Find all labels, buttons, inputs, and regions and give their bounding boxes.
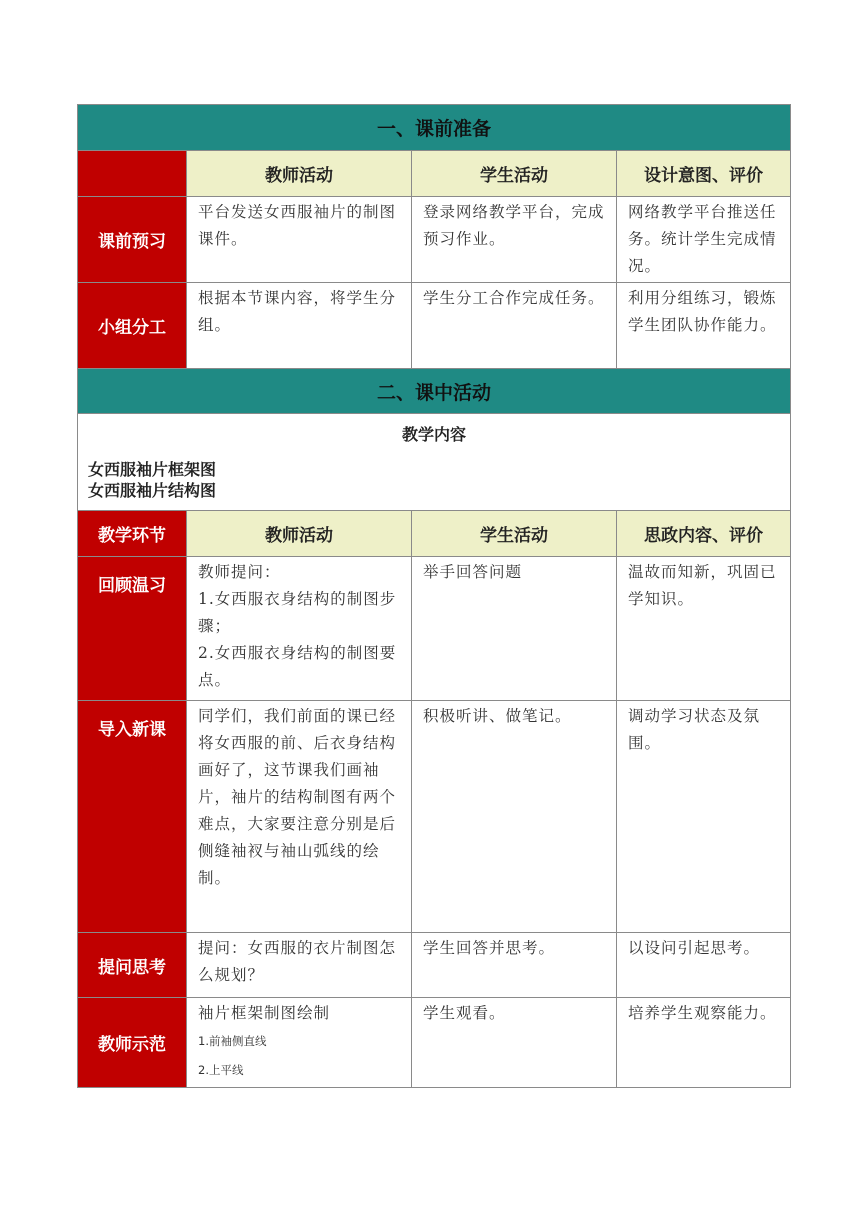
cell-text: 同学们，我们前面的课已经将女西服的前、后衣身结构画好了，这节课我们画袖片，袖片的结构制图有两个难点，大家要注意分别是后侧缝袖衩与袖山弧线的绘制。 (198, 707, 397, 887)
cell-text: 根据本节课内容，将学生分组。 (198, 289, 397, 334)
intent-cell (617, 283, 791, 369)
teacher-activity-cell (187, 701, 412, 933)
cell-small-text: 2.上平线 (198, 1063, 244, 1077)
teacher-activity-cell (187, 197, 412, 283)
cell-text: 登录网络教学平台，完成预习作业。 (423, 203, 605, 248)
row-label-review: 回顾温习 (78, 557, 187, 701)
student-activity-cell (412, 197, 617, 283)
teacher-activity-cell (187, 557, 412, 701)
cell-text: 学生分工合作完成任务。 (423, 289, 605, 307)
student-activity-cell (412, 998, 617, 1088)
section2-header-teacher: 教师活动 (187, 511, 412, 557)
section2-header-stage: 教学环节 (78, 511, 187, 557)
teacher-activity-cell (187, 933, 412, 998)
section1-header-intent: 设计意图、评价 (617, 151, 791, 197)
section2-title: 二、课中活动 (78, 369, 791, 414)
cell-text: 平台发送女西服袖片的制图课件。 (198, 203, 397, 248)
teaching-content-line: 女西服袖片结构图 (88, 481, 217, 500)
student-activity-cell (412, 701, 617, 933)
row-label-intro: 导入新课 (78, 701, 187, 933)
cell-text: 学生回答并思考。 (423, 939, 556, 957)
table-row (78, 557, 791, 701)
cell-text: 学生观看。 (423, 1004, 506, 1022)
cell-text: 举手回答问题 (423, 563, 523, 581)
cell-text: 以设问引起思考。 (628, 939, 761, 957)
lesson-plan-page (77, 104, 790, 1088)
row-label-preview: 课前预习 (78, 197, 187, 283)
section1-title: 一、课前准备 (78, 105, 791, 151)
lesson-plan-table (77, 104, 791, 1088)
cell-text: 1.女西服衣身结构的制图步骤； (198, 590, 397, 635)
section1-header-teacher: 教师活动 (187, 151, 412, 197)
table-row (78, 701, 791, 933)
ideology-cell (617, 998, 791, 1088)
cell-text: 2.女西服衣身结构的制图要点。 (198, 644, 397, 689)
teaching-content-cell (78, 414, 791, 511)
table-row (78, 283, 791, 369)
ideology-cell (617, 933, 791, 998)
cell-small-text: 1.前袖侧直线 (198, 1034, 267, 1048)
table-row (78, 998, 791, 1088)
cell-text: 调动学习状态及氛围。 (628, 707, 761, 752)
teaching-content-title: 教学内容 (402, 425, 467, 444)
ideology-cell (617, 557, 791, 701)
cell-text: 网络教学平台推送任务。统计学生完成情况。 (628, 203, 777, 275)
table-row (78, 197, 791, 283)
intent-cell (617, 197, 791, 283)
cell-text: 温故而知新，巩固已学知识。 (628, 563, 777, 608)
student-activity-cell (412, 283, 617, 369)
row-label-question: 提问思考 (78, 933, 187, 998)
ideology-cell (617, 701, 791, 933)
row-label-grouping: 小组分工 (78, 283, 187, 369)
teacher-activity-cell (187, 283, 412, 369)
section1-header-blank (78, 151, 187, 197)
cell-text: 教师提问： (198, 563, 281, 581)
cell-text: 培养学生观察能力。 (628, 1004, 777, 1022)
cell-text: 袖片框架制图绘制 (198, 1004, 331, 1022)
student-activity-cell (412, 557, 617, 701)
section2-header-ideology: 思政内容、评价 (617, 511, 791, 557)
student-activity-cell (412, 933, 617, 998)
section1-header-student: 学生活动 (412, 151, 617, 197)
section2-header-student: 学生活动 (412, 511, 617, 557)
row-label-demo: 教师示范 (78, 998, 187, 1088)
teaching-content-line: 女西服袖片框架图 (88, 460, 217, 479)
cell-text: 积极听讲、做笔记。 (423, 707, 572, 725)
table-row (78, 933, 791, 998)
cell-text: 利用分组练习，锻炼学生团队协作能力。 (628, 289, 777, 334)
cell-text: 提问：女西服的衣片制图怎么规划？ (198, 939, 397, 984)
teacher-activity-cell (187, 998, 412, 1088)
